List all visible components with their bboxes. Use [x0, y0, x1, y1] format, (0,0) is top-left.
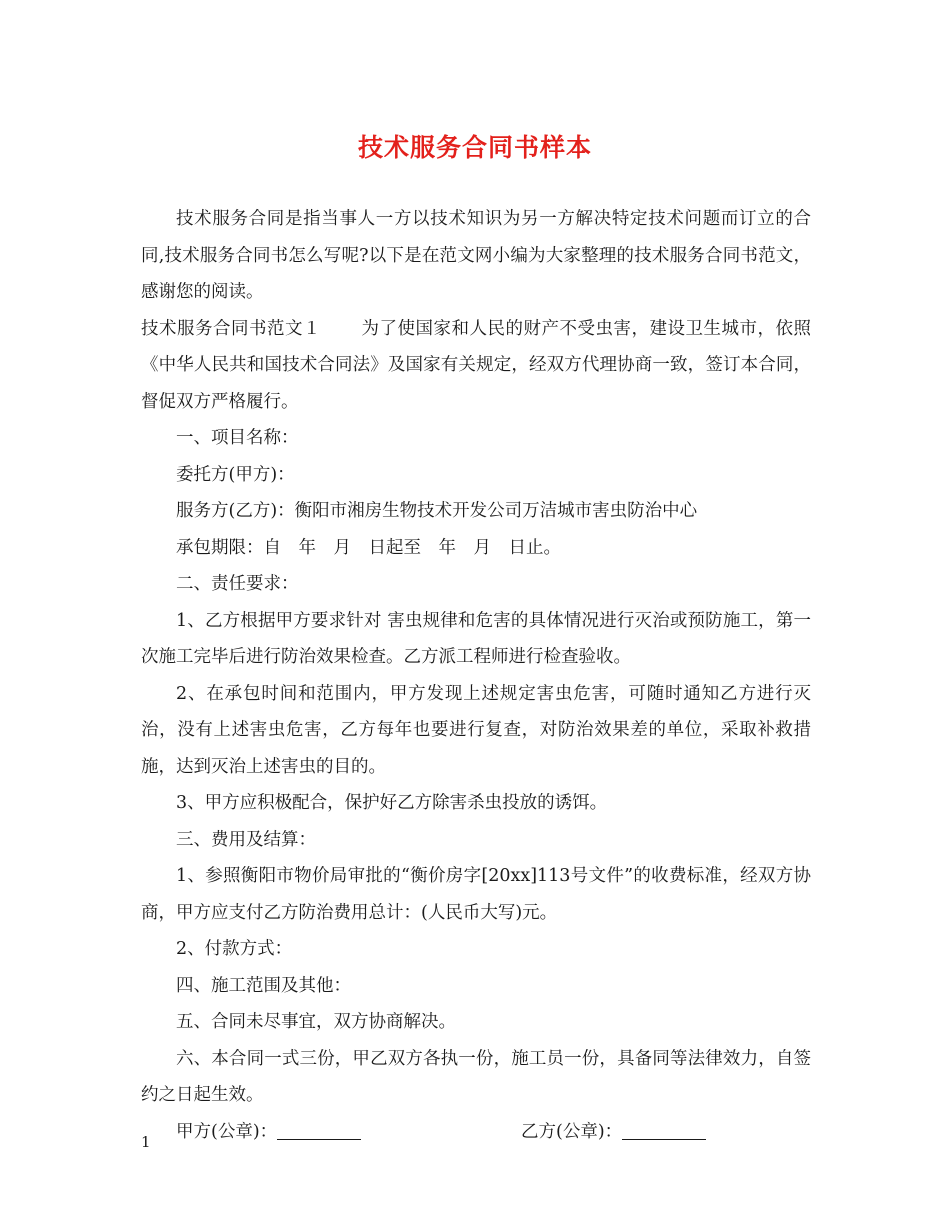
responsibility-item-1: 1、乙方根据甲方要求针对 害虫规律和危害的具体情况进行灭治或预防施工，第一次施工完毕后进行防治效果检查。乙方派工程师进行检查验收。	[141, 610, 811, 667]
intro-paragraph: 技术服务合同是指当事人一方以技术知识为另一方解决特定技术问题而订立的合同,技术服务合同书怎么写呢?以下是在范文网小编为大家整理的技术服务合同书范文，感谢您的阅读。	[141, 209, 811, 302]
section-project-name: 一、项目名称：	[176, 428, 299, 448]
responsibility-item-2: 2、在承包时间和范围内，甲方发现上述规定害虫危害，可随时通知乙方进行灭治，没有上述害虫危害，乙方每年也要进行复查，对防治效果差的单位，采取补救措施，达到灭治上述害虫的目的。	[141, 683, 811, 777]
section-unresolved: 五、合同未尽事宜，双方协商解决。	[176, 1012, 456, 1032]
section-copies: 六、本合同一式三份，甲乙双方各执一份，施工员一份，具备同等法律效力，自签约之日起生效。	[141, 1048, 811, 1105]
signature-party-a	[176, 1114, 521, 1151]
fee-item-2: 2、付款方式：	[176, 939, 293, 959]
page-number: 1	[141, 1133, 151, 1151]
signature-row	[141, 1114, 811, 1151]
fee-item-1: 1、参照衡阳市物价局审批的“衡价房字[20xx]113号文件”的收费标准，经双方协商，甲方应支付乙方防治费用总计：(人民币大写)元。	[141, 866, 811, 923]
section-scope: 四、施工范围及其他：	[176, 975, 351, 996]
signature-label-a: 甲方(公章)：	[176, 1121, 278, 1142]
section-responsibilities: 二、责任要求：	[176, 574, 299, 594]
signature-blank-b	[622, 1119, 706, 1140]
client-line: 委托方(甲方)：	[176, 464, 295, 485]
signature-party-b	[521, 1114, 706, 1151]
sample-label: 技术服务合同书范文１	[141, 318, 321, 339]
section-fees: 三、费用及结算：	[176, 829, 316, 850]
document-body	[141, 201, 811, 1150]
signature-blank-a	[277, 1119, 361, 1140]
provider-line: 服务方(乙方)：衡阳市湘房生物技术开发公司万洁城市害虫防治中心	[176, 501, 698, 521]
responsibility-item-3: 3、甲方应积极配合，保护好乙方除害杀虫投放的诱饵。	[176, 793, 608, 813]
document-title: 技术服务合同书样本	[357, 133, 592, 162]
period-line: 承包期限：自 年 月 日起至 年 月 日止。	[176, 537, 561, 558]
sample-text: 为了使国家和人民的财产不受虫害，建设卫生城市，依照《中华人民共和国技术合同法》及国家有关规定，经双方代理协商一致，签订本合同，督促双方严格履行。	[141, 318, 811, 412]
sample-paragraph	[141, 311, 811, 421]
signature-label-b: 乙方(公章)：	[521, 1121, 623, 1142]
